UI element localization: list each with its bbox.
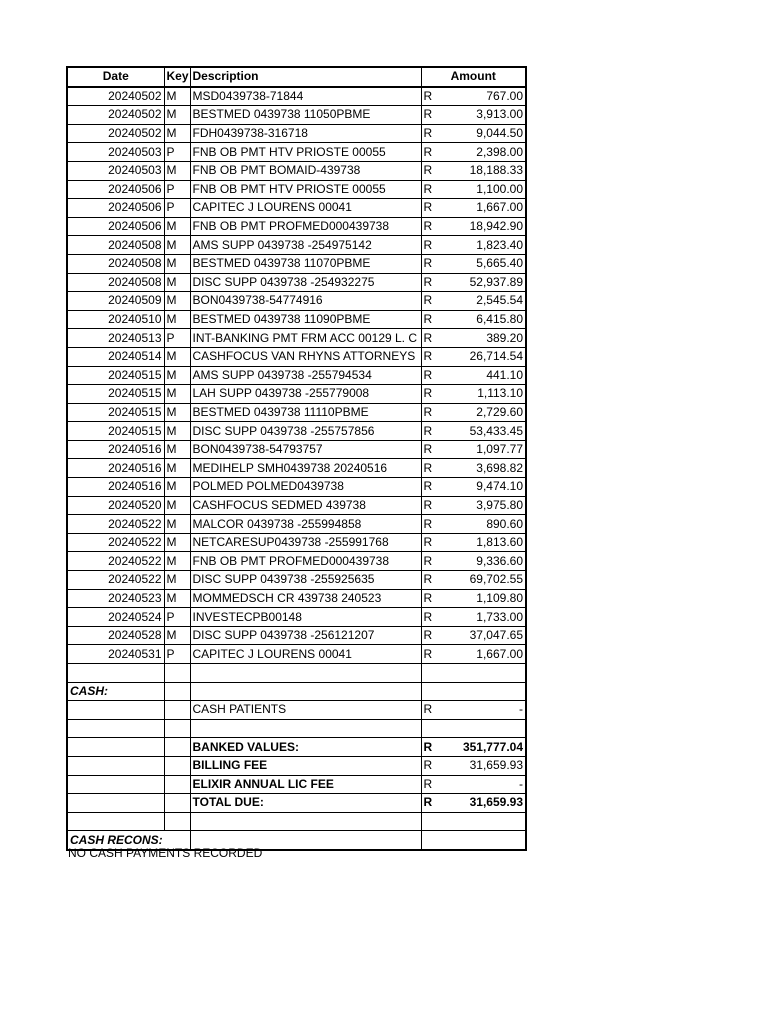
currency-symbol: R xyxy=(421,217,433,236)
transaction-description: LAH SUPP 0439738 -255779008 xyxy=(190,385,421,404)
transaction-row xyxy=(67,533,526,552)
transaction-amount: 3,698.82 xyxy=(433,459,526,478)
transaction-description: MOMMEDSCH CR 439738 240523 xyxy=(190,589,421,608)
transaction-key: M xyxy=(164,422,190,441)
transaction-amount: 6,415.80 xyxy=(433,310,526,329)
cash-patients-label: CASH PATIENTS xyxy=(190,701,421,720)
currency-symbol: R xyxy=(421,756,433,775)
transaction-date: 20240513 xyxy=(67,329,164,348)
currency-symbol: R xyxy=(421,161,433,180)
total-amount: 31,659.93 xyxy=(433,756,526,775)
total-amount: 351,777.04 xyxy=(433,738,526,757)
transaction-row xyxy=(67,106,526,125)
transaction-row xyxy=(67,645,526,664)
transaction-description: BON0439738-54774916 xyxy=(190,292,421,311)
transaction-amount: 69,702.55 xyxy=(433,571,526,590)
total-label: TOTAL DUE: xyxy=(190,794,421,813)
currency-symbol: R xyxy=(421,775,433,794)
transaction-key: M xyxy=(164,496,190,515)
transaction-date: 20240508 xyxy=(67,254,164,273)
currency-symbol: R xyxy=(421,273,433,292)
total-label: BANKED VALUES: xyxy=(190,738,421,757)
transaction-description: NETCARESUP0439738 -255991768 xyxy=(190,533,421,552)
transaction-amount: 37,047.65 xyxy=(433,626,526,645)
transaction-row xyxy=(67,385,526,404)
currency-symbol: R xyxy=(421,459,433,478)
transaction-date: 20240502 xyxy=(67,124,164,143)
transaction-row xyxy=(67,180,526,199)
transaction-date: 20240522 xyxy=(67,533,164,552)
header-date: Date xyxy=(67,67,164,87)
transaction-key: P xyxy=(164,180,190,199)
transaction-description: FNB OB PMT PROFMED000439738 xyxy=(190,552,421,571)
transaction-amount: 389.20 xyxy=(433,329,526,348)
cash-recons-label: CASH RECONS: xyxy=(67,831,190,850)
currency-symbol: R xyxy=(421,385,433,404)
transaction-row xyxy=(67,478,526,497)
total-row xyxy=(67,738,526,757)
blank-row xyxy=(67,664,526,683)
transaction-row xyxy=(67,329,526,348)
transaction-description: FDH0439738-316718 xyxy=(190,124,421,143)
total-amount: 31,659.93 xyxy=(433,794,526,813)
transaction-row xyxy=(67,199,526,218)
cash-patients-amount: - xyxy=(433,701,526,720)
total-row xyxy=(67,775,526,794)
transaction-amount: 890.60 xyxy=(433,515,526,534)
transaction-row xyxy=(67,236,526,255)
total-label: BILLING FEE xyxy=(190,756,421,775)
transaction-amount: 18,188.33 xyxy=(433,161,526,180)
transaction-key: M xyxy=(164,124,190,143)
transaction-description: DISC SUPP 0439738 -255757856 xyxy=(190,422,421,441)
transaction-amount: 1,113.10 xyxy=(433,385,526,404)
total-spacer xyxy=(67,738,164,757)
transaction-row xyxy=(67,626,526,645)
transaction-description: MALCOR 0439738 -255994858 xyxy=(190,515,421,534)
transaction-date: 20240506 xyxy=(67,199,164,218)
transaction-row xyxy=(67,366,526,385)
transaction-amount: 1,109.80 xyxy=(433,589,526,608)
total-label: ELIXIR ANNUAL LIC FEE xyxy=(190,775,421,794)
transaction-description: BESTMED 0439738 11090PBME xyxy=(190,310,421,329)
total-spacer xyxy=(67,794,164,813)
total-spacer xyxy=(164,794,190,813)
transaction-row xyxy=(67,124,526,143)
transaction-date: 20240508 xyxy=(67,236,164,255)
transaction-row xyxy=(67,422,526,441)
currency-symbol: R xyxy=(421,496,433,515)
currency-symbol: R xyxy=(421,329,433,348)
transaction-description: FNB OB PMT HTV PRIOSTE 00055 xyxy=(190,180,421,199)
transaction-amount: 2,729.60 xyxy=(433,403,526,422)
transaction-date: 20240523 xyxy=(67,589,164,608)
transaction-date: 20240515 xyxy=(67,366,164,385)
transaction-date: 20240503 xyxy=(67,161,164,180)
total-amount: - xyxy=(433,775,526,794)
transaction-row xyxy=(67,347,526,366)
transaction-key: M xyxy=(164,366,190,385)
transaction-amount: 9,044.50 xyxy=(433,124,526,143)
transaction-amount: 3,975.80 xyxy=(433,496,526,515)
transaction-date: 20240522 xyxy=(67,571,164,590)
transaction-amount: 1,097.77 xyxy=(433,440,526,459)
cash-patients-row xyxy=(67,701,526,720)
transaction-key: M xyxy=(164,292,190,311)
transaction-date: 20240515 xyxy=(67,422,164,441)
ledger-table xyxy=(66,66,527,851)
transaction-date: 20240508 xyxy=(67,273,164,292)
transaction-key: M xyxy=(164,626,190,645)
currency-symbol: R xyxy=(421,254,433,273)
transaction-row xyxy=(67,161,526,180)
transaction-date: 20240509 xyxy=(67,292,164,311)
transaction-description: BESTMED 0439738 11110PBME xyxy=(190,403,421,422)
transaction-key: P xyxy=(164,608,190,627)
summary-body xyxy=(67,664,526,738)
transaction-amount: 1,667.00 xyxy=(433,199,526,218)
transaction-description: CASHFOCUS VAN RHYNS ATTORNEYS xyxy=(190,347,421,366)
transaction-row xyxy=(67,273,526,292)
currency-symbol: R xyxy=(421,738,433,757)
currency-symbol: R xyxy=(421,440,433,459)
currency-symbol: R xyxy=(421,571,433,590)
transaction-key: M xyxy=(164,161,190,180)
transaction-amount: 9,474.10 xyxy=(433,478,526,497)
currency-symbol: R xyxy=(421,794,433,813)
transaction-date: 20240524 xyxy=(67,608,164,627)
currency-symbol: R xyxy=(421,589,433,608)
transaction-amount: 9,336.60 xyxy=(433,552,526,571)
transaction-description: FNB OB PMT BOMAID-439738 xyxy=(190,161,421,180)
currency-symbol: R xyxy=(421,422,433,441)
blank-row xyxy=(67,812,526,831)
transaction-amount: 18,942.90 xyxy=(433,217,526,236)
transaction-description: DISC SUPP 0439738 -254932275 xyxy=(190,273,421,292)
transaction-amount: 1,823.40 xyxy=(433,236,526,255)
transaction-key: M xyxy=(164,403,190,422)
transaction-date: 20240514 xyxy=(67,347,164,366)
transaction-date: 20240506 xyxy=(67,217,164,236)
transaction-date: 20240503 xyxy=(67,143,164,162)
currency-symbol: R xyxy=(421,403,433,422)
transaction-description: DISC SUPP 0439738 -256121207 xyxy=(190,626,421,645)
transaction-date: 20240528 xyxy=(67,626,164,645)
transaction-amount: 53,433.45 xyxy=(433,422,526,441)
transaction-row xyxy=(67,608,526,627)
transaction-key: M xyxy=(164,87,190,106)
transaction-amount: 52,937.89 xyxy=(433,273,526,292)
transaction-date: 20240502 xyxy=(67,87,164,106)
transaction-row xyxy=(67,254,526,273)
transaction-description: BON0439738-54793757 xyxy=(190,440,421,459)
transaction-description: CAPITEC J LOURENS 00041 xyxy=(190,645,421,664)
transaction-key: M xyxy=(164,310,190,329)
total-spacer xyxy=(164,738,190,757)
transaction-date: 20240520 xyxy=(67,496,164,515)
transaction-row xyxy=(67,217,526,236)
transactions-body xyxy=(67,87,526,664)
header-amount: Amount xyxy=(421,67,526,87)
currency-symbol: R xyxy=(421,124,433,143)
transaction-date: 20240522 xyxy=(67,515,164,534)
total-spacer xyxy=(67,756,164,775)
cash-label: CASH: xyxy=(67,682,164,701)
total-spacer xyxy=(164,756,190,775)
currency-symbol: R xyxy=(421,310,433,329)
transaction-amount: 26,714.54 xyxy=(433,347,526,366)
transaction-key: P xyxy=(164,645,190,664)
transaction-description: FNB OB PMT PROFMED000439738 xyxy=(190,217,421,236)
transaction-row xyxy=(67,552,526,571)
transaction-row xyxy=(67,310,526,329)
transaction-description: MSD0439738-71844 xyxy=(190,87,421,106)
transaction-key: M xyxy=(164,515,190,534)
transaction-description: INT-BANKING PMT FRM ACC 00129 L. C xyxy=(190,329,421,348)
transaction-description: AMS SUPP 0439738 -255794534 xyxy=(190,366,421,385)
currency-symbol: R xyxy=(421,87,433,106)
transaction-description: CASHFOCUS SEDMED 439738 xyxy=(190,496,421,515)
transaction-description: BESTMED 0439738 11050PBME xyxy=(190,106,421,125)
transaction-amount: 3,913.00 xyxy=(433,106,526,125)
transaction-description: INVESTECPB00148 xyxy=(190,608,421,627)
currency-symbol: R xyxy=(421,626,433,645)
footer-note: NO CASH PAYMENTS RECORDED xyxy=(68,846,263,860)
transaction-key: M xyxy=(164,254,190,273)
header-key: Key xyxy=(164,67,190,87)
transaction-date: 20240522 xyxy=(67,552,164,571)
recons-body xyxy=(67,812,526,850)
header-row xyxy=(67,67,526,87)
transaction-date: 20240516 xyxy=(67,440,164,459)
transaction-amount: 5,665.40 xyxy=(433,254,526,273)
cash-header-row xyxy=(67,682,526,701)
transaction-key: M xyxy=(164,347,190,366)
transaction-row xyxy=(67,440,526,459)
transaction-row xyxy=(67,143,526,162)
transaction-key: M xyxy=(164,459,190,478)
currency-symbol: R xyxy=(421,478,433,497)
transaction-amount: 441.10 xyxy=(433,366,526,385)
blank-row xyxy=(67,719,526,738)
total-row xyxy=(67,756,526,775)
transaction-amount: 1,733.00 xyxy=(433,608,526,627)
currency-symbol: R xyxy=(421,701,433,720)
transaction-key: M xyxy=(164,478,190,497)
currency-symbol: R xyxy=(421,292,433,311)
transaction-row xyxy=(67,87,526,106)
transaction-description: BESTMED 0439738 11070PBME xyxy=(190,254,421,273)
currency-symbol: R xyxy=(421,347,433,366)
transaction-key: M xyxy=(164,571,190,590)
transaction-key: M xyxy=(164,236,190,255)
total-spacer xyxy=(164,775,190,794)
currency-symbol: R xyxy=(421,199,433,218)
transaction-description: MEDIHELP SMH0439738 20240516 xyxy=(190,459,421,478)
transaction-key: P xyxy=(164,143,190,162)
transaction-key: M xyxy=(164,552,190,571)
transaction-date: 20240516 xyxy=(67,478,164,497)
transaction-date: 20240516 xyxy=(67,459,164,478)
currency-symbol: R xyxy=(421,180,433,199)
transaction-key: M xyxy=(164,217,190,236)
transaction-date: 20240515 xyxy=(67,385,164,404)
currency-symbol: R xyxy=(421,366,433,385)
total-spacer xyxy=(67,775,164,794)
transaction-row xyxy=(67,571,526,590)
transaction-date: 20240515 xyxy=(67,403,164,422)
transaction-row xyxy=(67,459,526,478)
currency-symbol: R xyxy=(421,608,433,627)
transaction-date: 20240502 xyxy=(67,106,164,125)
transaction-amount: 1,100.00 xyxy=(433,180,526,199)
transaction-row xyxy=(67,496,526,515)
transaction-amount: 1,667.00 xyxy=(433,645,526,664)
transaction-key: M xyxy=(164,273,190,292)
transaction-row xyxy=(67,292,526,311)
transaction-key: P xyxy=(164,199,190,218)
transaction-key: M xyxy=(164,533,190,552)
transaction-amount: 767.00 xyxy=(433,87,526,106)
currency-symbol: R xyxy=(421,515,433,534)
transaction-description: DISC SUPP 0439738 -255925635 xyxy=(190,571,421,590)
transaction-description: POLMED POLMED0439738 xyxy=(190,478,421,497)
transaction-amount: 2,398.00 xyxy=(433,143,526,162)
transaction-description: FNB OB PMT HTV PRIOSTE 00055 xyxy=(190,143,421,162)
transaction-key: M xyxy=(164,440,190,459)
totals-body xyxy=(67,738,526,812)
currency-symbol: R xyxy=(421,106,433,125)
transaction-date: 20240506 xyxy=(67,180,164,199)
transaction-row xyxy=(67,515,526,534)
transaction-amount: 1,813.60 xyxy=(433,533,526,552)
transaction-key: M xyxy=(164,385,190,404)
transaction-amount: 2,545.54 xyxy=(433,292,526,311)
transaction-description: AMS SUPP 0439738 -254975142 xyxy=(190,236,421,255)
currency-symbol: R xyxy=(421,645,433,664)
currency-symbol: R xyxy=(421,143,433,162)
transaction-key: M xyxy=(164,106,190,125)
transaction-date: 20240531 xyxy=(67,645,164,664)
transaction-row xyxy=(67,589,526,608)
transaction-key: M xyxy=(164,589,190,608)
total-row xyxy=(67,794,526,813)
transaction-date: 20240510 xyxy=(67,310,164,329)
transaction-key: P xyxy=(164,329,190,348)
currency-symbol: R xyxy=(421,533,433,552)
currency-symbol: R xyxy=(421,552,433,571)
currency-symbol: R xyxy=(421,236,433,255)
transaction-description: CAPITEC J LOURENS 00041 xyxy=(190,199,421,218)
header-description: Description xyxy=(190,67,421,87)
transaction-row xyxy=(67,403,526,422)
